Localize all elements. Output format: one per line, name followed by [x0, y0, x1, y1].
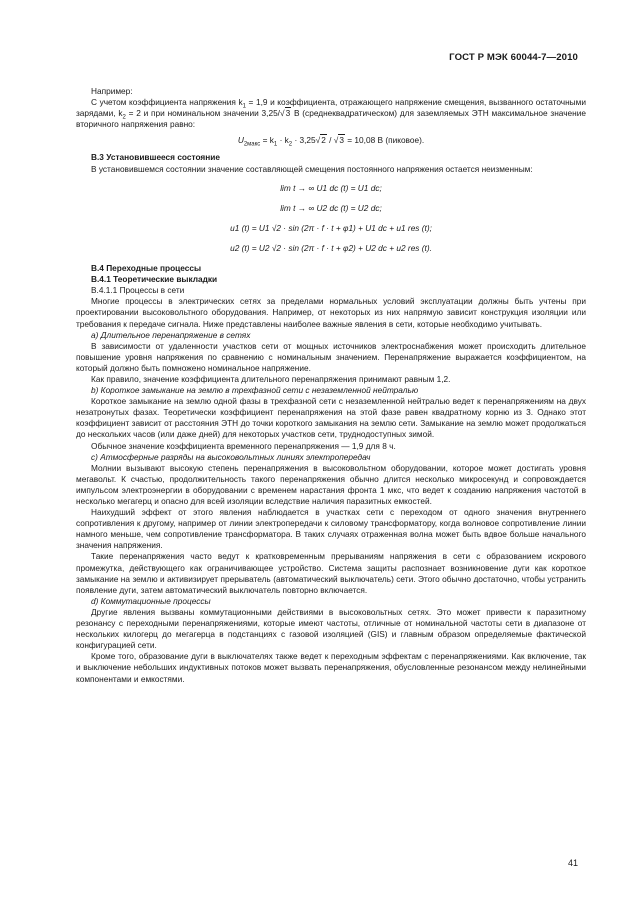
section-heading-b4: В.4 Переходные процессы: [91, 263, 202, 274]
example-label: Например:: [91, 86, 133, 96]
b4-intro-paragraph: Многие процессы в электрических сетях за пределами нормальных условий эксплуатации должны быть учтены при проектировании высоковольтного оборудования. Например, от некоторых из них напрямую зависит конструкция изоляции или требования к передаче сигнала. Ниже представлены наиболее важные явления в сети, которые необходимо учитывать.: [76, 296, 586, 329]
item-d-paragraph-2: Кроме того, образование дуги в выключателях также ведет к переходным эффектам с перенапряжениями. Как включение, так и выключение небольших индуктивных потоков может вызвать перенапряжения, обусловленные резонансом между нелинейными компонентами и емкостями.: [76, 651, 586, 684]
item-a-paragraph-1: В зависимости от удаленности участков сети от мощных источников электроснабжения может происходить длительное повышение уровня напряжения по сравнению с номинальным значением. Перенапряжение выражается коэффициентом, на который должно быть помножено номинальное напряжение.: [76, 340, 586, 373]
example-paragraph: С учетом коэффициента напряжения $k_1 = 1,9$ и коэффициента, отражающего напряжение смещения, вызванного остаточными зарядами, $k_2 = 2$ и при номинальном значении 3,25/√3 В (среднеквадратическом) для заземляемых ЭТН максимальное значение вторичного напряжения равно:: [76, 97, 586, 130]
formula-u2max: $U_{2макс} = k_1 \cdot k_2 \cdot 3,25√2 / √3 = 10,08$ В (пиковое).: [237, 135, 425, 149]
subsection-heading-b41: В.4.1 Теоретические выкладки: [91, 274, 218, 285]
item-c-paragraph-1: Молнии вызывают высокую степень перенапряжения в высоковольтном оборудовании, которое может достигать уровня мегавольт. К счастью, продолжительность такого перенапряжения обычно длится несколько микросекунд и сопровождается импульсом электроэнергии в оборудовании с временем нарастания фронта 1 мкс, что ведет к созданию напряжения частотой в несколько мегагерц и опасно для всей изоляции вследствие наличия паразитных емкостей.: [76, 462, 586, 506]
section-heading-b3: В.3 Установившееся состояние: [91, 152, 220, 163]
formula-lim-u2: lim t → ∞ U2 dc (t) = U2 dc;: [280, 202, 382, 213]
page-body: [76, 86, 586, 685]
item-a-title: а) Длительное перенапряжение в сетях: [91, 329, 251, 340]
item-b-paragraph-2: Обычное значение коэффициента временного перенапряжения — 1,9 для 8 ч.: [91, 440, 396, 451]
b3-formulas: [76, 183, 586, 254]
subsection-heading-b411: В.4.1.1 Процессы в сети: [91, 285, 185, 296]
item-d-title: d) Коммутационные процессы: [91, 595, 211, 606]
b3-paragraph: В установившемся состоянии значение составляющей смещения постоянного напряжения остается неизменным:: [91, 163, 533, 174]
item-c-paragraph-3: Такие перенапряжения часто ведут к кратковременным прерываниям напряжения в сети с образованием искрового промежутка, действующего как ограничивающее устройство. Система защиты распознает возникновение дуги как короткое замыкание на землю и активизирует прерыватель (автоматический выключатель) сети. Этого обычно достаточно, чтобы устранить появление дуги, затем автоматический выключатель повторно включается.: [76, 551, 586, 595]
formula-lim-u1: lim t → ∞ U1 dc (t) = U1 dc;: [280, 182, 382, 193]
item-d-paragraph-1: Другие явления вызваны коммутационными действиями в высоковольтных сетях. Это может привести к паразитному резонансу с переходными перенапряжениями, которые имеют частоты, отличные от номинальной частоты сети в диапазоне от нескольких килогерц до мегагерца в подстанциях с газовой изоляцией (GIS) и главным образом определяемые фактической конфигурацией сети.: [76, 606, 586, 651]
standard-header: ГОСТ Р МЭК 60044-7—2010: [449, 52, 578, 63]
page-number: 41: [567, 858, 578, 868]
item-c-title: с) Атмосферные разряды на высоковольтных линиях электропередач: [91, 451, 371, 462]
item-c-paragraph-2: Наихудший эффект от этого явления наблюдается в участках сети с переходом от одного значения внутреннего сопротивления к другому, например от линии электропередачи к силовому трансформатору, когда волновое сопротивление линии намного меньше, чем сопротивление трансформатора. В таких случаях отраженная волна может быть вдвое больше начального значения напряжения.: [76, 507, 586, 551]
item-a-paragraph-2: Как правило, значение коэффициента длительного перенапряжения принимают равным 1,2.: [91, 373, 451, 384]
item-b-title: b) Короткое замыкание на землю в трехфазной сети с незаземленной нейтралью: [91, 385, 419, 396]
formula-u1t: u1 (t) = U1 √2 · sin (2π · f · t + φ1) + U1 dc + u1 res (t);: [230, 222, 432, 233]
item-b-paragraph-1: Короткое замыкание на землю одной фазы в трехфазной сети с незаземленной нейтралью ведет к перенапряжениям на двух незатронутых фазах. Теоретически коэффициент перенапряжения на этой фазе равен квадратному корню из 3. Однако этот коэффициент зависит от расстояния ЭТН до точки короткого замыкания на землю сети. Замыкание на землю может продолжаться до нескольких часов (или даже дней) для некоторых участков сети, труднодоступных зимой.: [76, 396, 586, 440]
formula-u2t: u2 (t) = U2 √2 · sin (2π · f · t + φ2) + U2 dc + u2 res (t).: [230, 242, 432, 253]
